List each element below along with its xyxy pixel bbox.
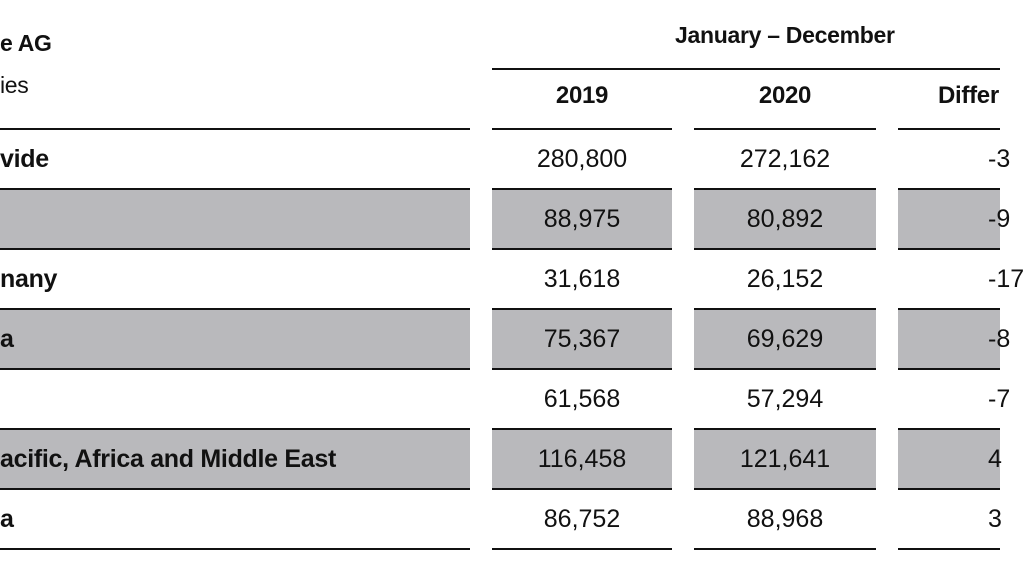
table-bottom-rule	[492, 548, 672, 550]
cell-difference: 4	[898, 430, 1000, 488]
table-bottom-rule	[0, 548, 470, 550]
row-label: acific, Africa and Middle East	[0, 430, 470, 488]
period-rule	[492, 68, 1000, 70]
table-title: e AG	[0, 30, 52, 56]
cell-2020: 80,892	[694, 190, 876, 248]
cell-2019: 116,458	[492, 430, 672, 488]
row-label: a	[0, 505, 14, 533]
cell-difference: -8	[898, 310, 1000, 368]
row-label: nany	[0, 265, 58, 293]
cell-2019: 75,367	[492, 310, 672, 368]
cell-2019: 280,800	[536, 145, 628, 173]
table-bottom-rule	[898, 548, 1000, 550]
table-subtitle: ies	[0, 72, 29, 98]
cell-2019: 61,568	[543, 385, 621, 413]
cell-difference: 3	[988, 505, 1002, 533]
column-header-2019: 2019	[555, 82, 609, 109]
table-bottom-rule	[694, 548, 876, 550]
column-header-difference: Differ	[938, 82, 999, 109]
cell-2020: 88,968	[746, 505, 824, 533]
cell-2019: 86,752	[543, 505, 621, 533]
cell-2019: 31,618	[543, 265, 621, 293]
period-heading: January – December	[675, 22, 895, 48]
row-label: vide	[0, 145, 49, 173]
row-label	[0, 190, 470, 248]
cell-difference: -9	[898, 190, 1000, 248]
column-header-2020: 2020	[758, 82, 812, 109]
cell-difference: -3	[988, 145, 1011, 173]
cell-difference: -17	[988, 265, 1024, 293]
cell-2020: 69,629	[694, 310, 876, 368]
cell-difference: -7	[988, 385, 1011, 413]
cell-2020: 121,641	[694, 430, 876, 488]
row-label	[0, 370, 470, 428]
row-label: a	[0, 310, 470, 368]
cell-2020: 57,294	[746, 385, 824, 413]
cell-2020: 272,162	[739, 145, 831, 173]
cell-2019: 88,975	[492, 190, 672, 248]
cell-2020: 26,152	[746, 265, 824, 293]
